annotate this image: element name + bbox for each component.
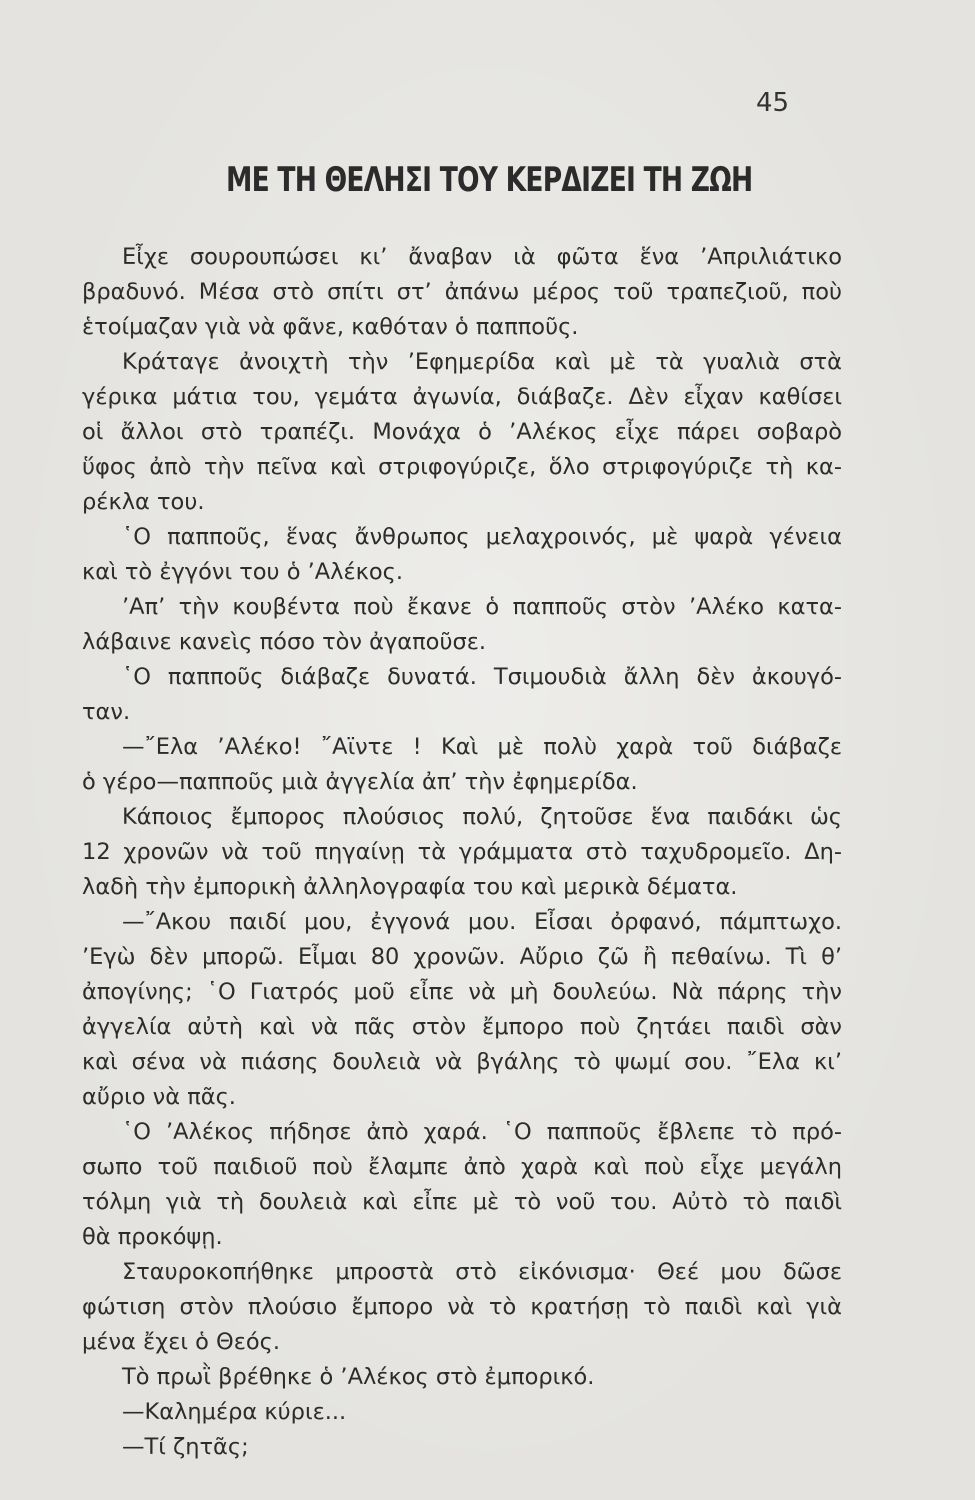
text-line: Κράταγε ἀνοιχτὴ τὴν ’Εφημερίδα καὶ μὲ τὰ γυαλιὰ στὰ [122, 349, 842, 375]
text-line: ’Απ’ τὴν κουβέντα ποὺ ἔκανε ὁ παπποῦς στὸν ’Αλέκο κατα- [122, 594, 842, 620]
text-line: ρέκλα του. [82, 489, 205, 515]
text-line: —῎Ελα ’Αλέκο! ῎Αϊντε ! Καὶ μὲ πολὺ χαρὰ τοῦ διάβαζε [122, 734, 842, 760]
body-text [82, 240, 842, 1465]
text-line: καὶ τὸ ἐγγόνι του ὁ ’Αλέκος. [82, 559, 404, 585]
text-line: ταν. [82, 699, 131, 725]
text-line: —Καλημέρα κύριε... [122, 1399, 347, 1425]
text-line: λαδὴ τὴν ἐμπορικὴ ἀλληλογραφία του καὶ μερικὰ δέματα. [82, 874, 738, 900]
text-line: Τὸ πρωῒ βρέθηκε ὁ ’Αλέκος στὸ ἐμπορικό. [122, 1364, 595, 1390]
text-line: λάβαινε κανεὶς πόσο τὸν ἀγαποῦσε. [82, 629, 487, 655]
text-line: ῾Ο παπποῦς διάβαζε δυνατά. Τσιμουδιὰ ἄλλη δὲν ἀκουγό- [122, 664, 842, 690]
text-line: ἀγγελία αὐτὴ καὶ νὰ πᾶς στὸν ἔμπορο ποὺ ζητάει παιδὶ σὰν [82, 1014, 842, 1040]
chapter-title: ΜΕ ΤΗ ΘΕΛΗΣΙ ΤΟΥ ΚΕΡΔΙΖΕΙ ΤΗ ΖΩΗ [226, 160, 753, 200]
text-line: Κάποιος ἔμπορος πλούσιος πολύ, ζητοῦσε ἕνα παιδάκι ὡς [122, 804, 842, 830]
text-line: Εἶχε σουρουπώσει κι’ ἄναβαν ιὰ φῶτα ἕνα ’Απριλιάτικο [122, 244, 842, 270]
text-line: ’Εγὼ δὲν μπορῶ. Εἶμαι 80 χρονῶν. Αὔριο ζῶ ἢ πεθαίνω. Τὶ θ’ [82, 944, 842, 970]
text-line: βραδυνό. Μέσα στὸ σπίτι στ’ ἀπάνω μέρος τοῦ τραπεζιοῦ, ποὺ [82, 279, 842, 305]
text-line: αὔριο νὰ πᾶς. [82, 1084, 236, 1110]
text-line: ὁ γέρο—παπποῦς μιὰ ἀγγελία ἀπ’ τὴν ἐφημερίδα. [82, 769, 638, 795]
text-line: —Τί ζητᾶς; [122, 1434, 249, 1460]
text-line: σωπο τοῦ παιδιοῦ ποὺ ἔλαμπε ἀπὸ χαρὰ καὶ ποὺ εἶχε μεγάλη [82, 1154, 842, 1180]
text-line: φώτιση στὸν πλούσιο ἔμπορο νὰ τὸ κρατήσῃ τὸ παιδὶ καὶ γιὰ [82, 1294, 842, 1320]
text-line: ὕφος ἀπὸ τὴν πεῖνα καὶ στριφογύριζε, ὅλο στριφογύριζε τὴ κα- [82, 454, 842, 480]
text-line: Σταυροκοπήθηκε μπροστὰ στὸ εἰκόνισμα· Θεέ μου δῶσε [122, 1259, 842, 1285]
page-number: 45 [756, 88, 790, 118]
text-line: τόλμη γιὰ τὴ δουλειὰ καὶ εἶπε μὲ τὸ νοῦ του. Αὐτὸ τὸ παιδὶ [82, 1189, 842, 1215]
text-line: οἱ ἄλλοι στὸ τραπέζι. Μονάχα ὁ ’Αλέκος εἶχε πάρει σοβαρὸ [82, 419, 842, 445]
text-line: —῎Ακου παιδί μου, ἐγγονά μου. Εἶσαι ὀρφανό, πάμπτωχο. [122, 909, 842, 935]
text-line: 12 χρονῶν νὰ τοῦ πηγαίνῃ τὰ γράμματα στὸ ταχυδρομεῖο. Δη- [82, 839, 842, 865]
text-line: μένα ἔχει ὁ Θεός. [82, 1329, 281, 1355]
text-line: ῾Ο ’Αλέκος πήδησε ἀπὸ χαρά. ῾Ο παπποῦς ἔβλεπε τὸ πρό- [122, 1119, 842, 1145]
text-line: ἑτοίμαζαν γιὰ νὰ φᾶνε, καθόταν ὁ παπποῦς. [82, 314, 579, 340]
text-line: ἀπογίνης; ῾Ο Γιατρός μοῦ εἶπε νὰ μὴ δουλεύω. Νὰ πάρης τὴν [82, 979, 842, 1005]
text-line: γέρικα μάτια του, γεμάτα ἀγωνία, διάβαζε. Δὲν εἶχαν καθίσει [82, 384, 842, 410]
text-line: θὰ προκόψῃ. [82, 1224, 223, 1250]
text-line: καὶ σένα νὰ πιάσης δουλειὰ νὰ βγάλης τὸ ψωμί σου. ῎Ελα κι’ [82, 1049, 842, 1075]
text-line: ῾Ο παπποῦς, ἕνας ἄνθρωπος μελαχροινός, μὲ ψαρὰ γένεια [122, 524, 842, 550]
